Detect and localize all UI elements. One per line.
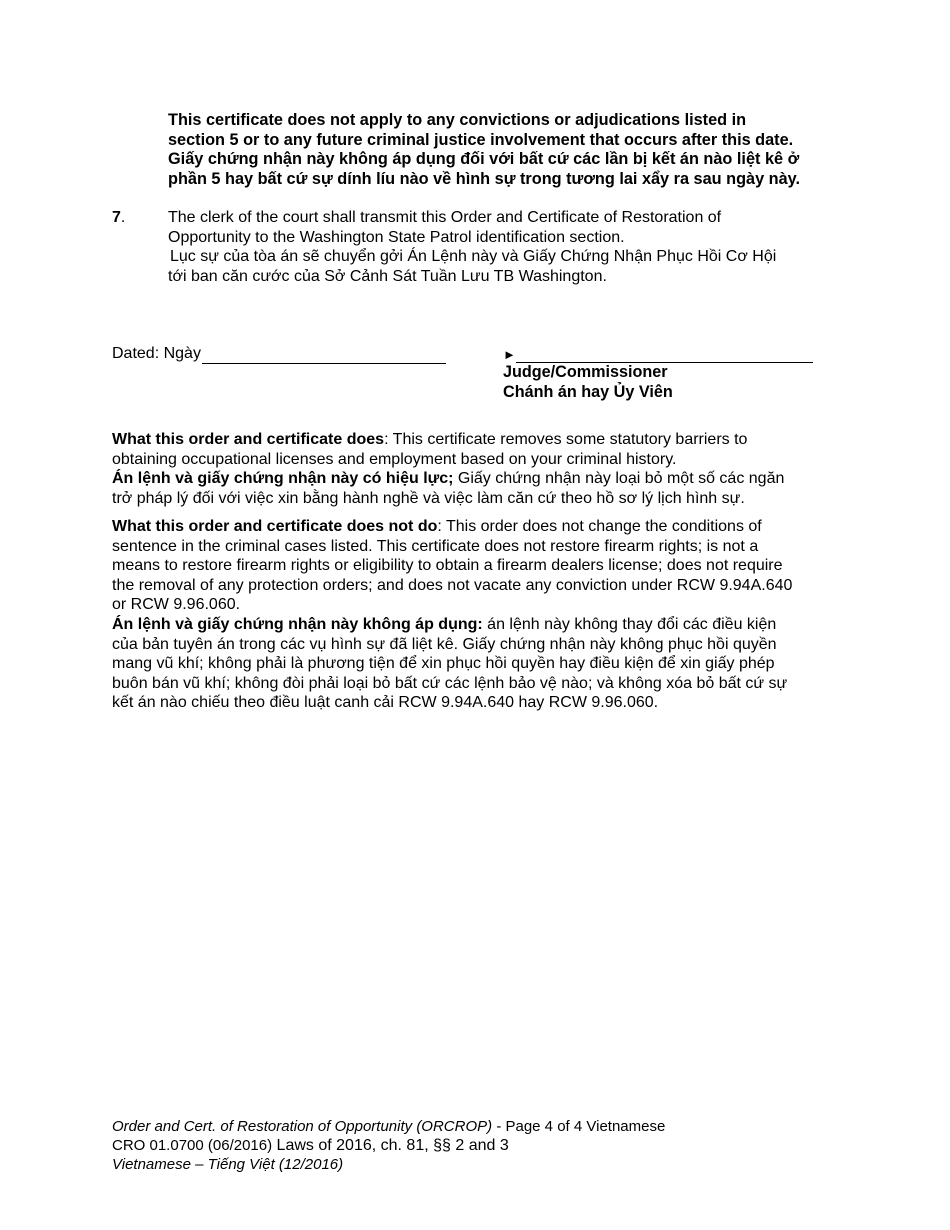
section-line (112, 595, 842, 615)
section-line (112, 556, 842, 576)
signature-title-vi: Chánh án hay Ủy Viên (503, 382, 673, 401)
section-text: của bản tuyên án trong các vụ hình sự đã liệt kê. Giấy chứng nhận này không phục hồi quyền (112, 635, 777, 653)
footer-laws: Laws of 2016, ch. 81, §§ 2 and 3 (272, 1137, 509, 1154)
footer-form-code: CRO 01.0700 (06/2016) (112, 1137, 273, 1154)
item-7-number (112, 208, 125, 228)
section-line (112, 615, 842, 635)
section-line (112, 537, 842, 557)
notice-line: phần 5 hay bất cứ sự dính líu nào về hình sự trong tương lai xẩy ra sau ngày này. (168, 169, 801, 188)
section-line (112, 517, 842, 537)
section-text: or RCW 9.96.060. (112, 596, 241, 614)
section-line (112, 674, 842, 694)
item-7-text (168, 208, 848, 286)
section-line (112, 693, 842, 713)
section-line (112, 469, 842, 489)
notice-line: This certificate does not apply to any convictions or adjudications listed in (168, 111, 747, 129)
arrow-icon: ► (503, 347, 516, 362)
dated-field (112, 344, 452, 364)
section-text: the removal of any protection orders; and does not vacate any conviction under RCW 9.94A.640 (112, 576, 793, 594)
what-order-does-not-do-section (112, 517, 842, 713)
item-7-line: The clerk of the court shall transmit this Order and Certificate of Restoration of (168, 209, 722, 226)
section-text: obtaining occupational licenses and employment based on your criminal history. (112, 450, 677, 468)
section-heading: Án lệnh và giấy chứng nhận này có hiệu lực; (112, 470, 454, 488)
page-footer (112, 1117, 812, 1174)
section-text: : This certificate removes some statutory barriers to (384, 431, 748, 448)
section-line (112, 489, 842, 509)
footer-line-1 (112, 1117, 812, 1136)
section-text: Giấy chứng nhận này loại bỏ một số các ngăn (453, 470, 785, 488)
section-text: mang vũ khí; không phải là phương tiện để xin phục hồi quyền hay điều kiện để xin giấy phép (112, 655, 775, 673)
certificate-notice (168, 111, 858, 189)
item-7-line: tới ban căn cước của Sở Cảnh Sát Tuần Lưu TB Washington. (168, 267, 607, 285)
section-heading: Án lệnh và giấy chứng nhận này không áp dụng: (112, 615, 483, 633)
what-order-does-section (112, 430, 842, 508)
signature-title-en: Judge/Commissioner (503, 363, 668, 381)
signature-line-row (503, 344, 813, 363)
section-heading: What this order and certificate does (112, 431, 385, 448)
section-text: trở pháp lý đối với việc xin bằng hành nghề và việc làm căn cứ theo hồ sơ lý lịch hình sự. (112, 489, 745, 507)
section-text: means to restore firearm rights or eligibility to obtain a firearm dealers license; does not require (112, 557, 783, 575)
section-line (112, 576, 842, 596)
signature-blank-line[interactable] (516, 345, 813, 363)
item-7-line: Lục sự của tòa án sẽ chuyển gởi Án Lệnh này và Giấy Chứng Nhận Phục Hồi Cơ Hội (170, 248, 777, 266)
signature-block (503, 344, 813, 402)
footer-line-2 (112, 1136, 812, 1155)
item-7-line: Opportunity to the Washington State Patrol identification section. (168, 228, 625, 246)
footer-language: Vietnamese – Tiếng Việt (12/2016) (112, 1156, 344, 1173)
section-line (112, 635, 842, 655)
section-text: kết án nào chiếu theo điều luật canh cải RCW 9.94A.640 hay RCW 9.96.060. (112, 694, 659, 712)
item-number: 7 (112, 209, 121, 226)
footer-form-title: Order and Cert. of Restoration of Opportunity (ORCROP) (112, 1118, 493, 1135)
section-line (112, 430, 842, 450)
section-line (112, 654, 842, 674)
section-text: sentence in the criminal cases listed. This certificate does not restore firearm rights; is not a (112, 537, 759, 555)
section-text: : This order does not change the conditions of (437, 518, 762, 535)
section-text: án lệnh này không thay đổi các điều kiện (482, 615, 777, 633)
notice-line: Giấy chứng nhận này không áp dụng đối với bất cứ các lần bị kết án nào liệt kê ở (168, 150, 800, 169)
section-text: buôn bán vũ khí; không đòi phải loại bỏ bất cứ các lệnh bảo vệ nào; và không xóa bỏ bất cứ sự (112, 674, 788, 692)
footer-page-info: - Page 4 of 4 Vietnamese (492, 1118, 666, 1135)
dated-blank-line[interactable] (202, 347, 446, 364)
section-line (112, 450, 842, 470)
notice-line: section 5 or to any future criminal justice involvement that occurs after this date. (168, 130, 794, 149)
section-heading: What this order and certificate does not do (112, 518, 438, 535)
item-number-punct: . (120, 209, 126, 226)
dated-label: Dated: Ngày (112, 345, 201, 362)
